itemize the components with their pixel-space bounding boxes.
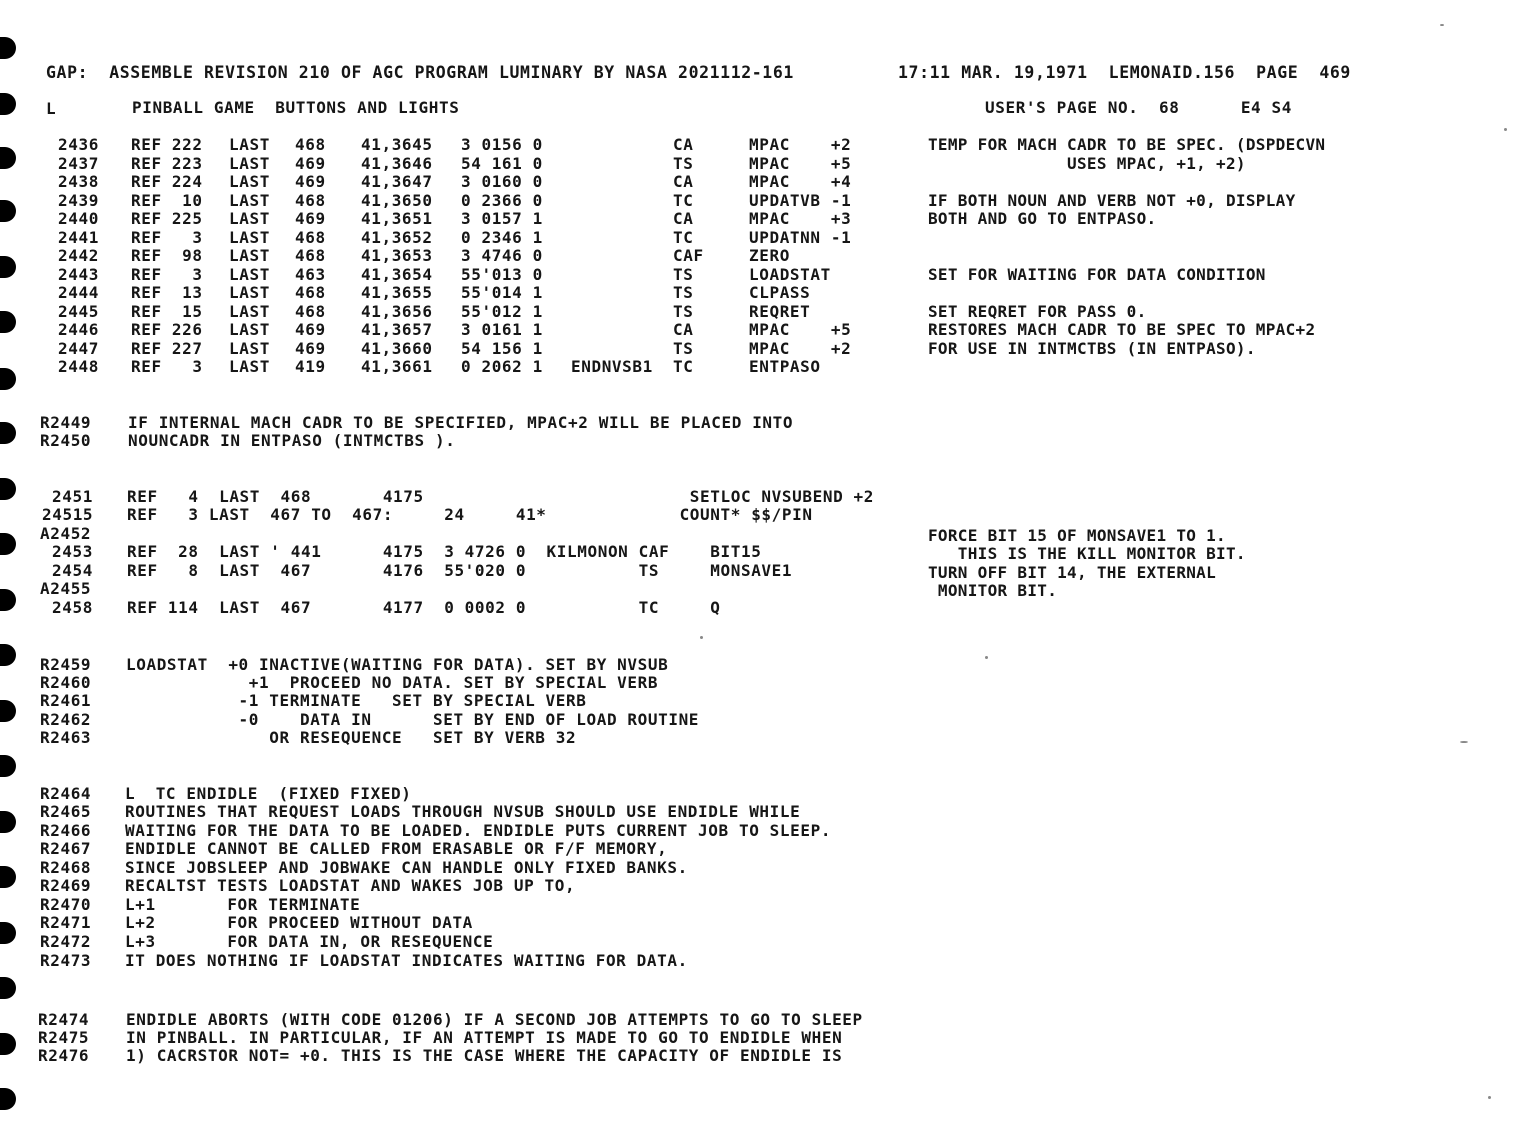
address: 41,3647 [361,172,433,191]
sprocket-hole [0,922,16,944]
sprocket-hole [0,589,16,611]
comment: MONITOR BIT. [928,581,1058,600]
remark-number: R2460 [40,673,92,692]
remark-text: LOADSTAT +0 INACTIVE(WAITING FOR DATA). SET BY NVSUB [126,655,669,674]
last-page: 468 [295,302,326,321]
last-page: 468 [295,135,326,154]
remark-text: ROUTINES THAT REQUEST LOADS THROUGH NVSUB SHOULD USE ENDIDLE WHILE [125,802,801,821]
address: 41,3656 [361,302,433,321]
sprocket-hole [0,811,16,833]
machine-code: 55'013 0 [461,265,543,284]
last-label: LAST [229,172,270,191]
opcode: CA [673,172,694,191]
operand: MPAC +5 [749,320,852,339]
line-number: 2448 [58,357,99,376]
opcode: TC [673,357,694,376]
last-label: LAST [229,320,270,339]
line-number: 2439 [58,191,99,210]
comment: USES MPAC, +1, +2) [928,154,1246,173]
last-page: 469 [295,209,326,228]
last-page: 463 [295,265,326,284]
ref-count: REF 223 [131,154,203,173]
listing-line: REF 28 LAST ' 441 4175 3 4726 0 KILMONON CAF BIT15 [127,542,762,561]
opcode: TS [673,265,694,284]
remark-number: R2466 [40,821,92,840]
operand: ZERO [749,246,790,265]
ref-count: REF 10 [131,191,203,210]
listing-line: REF 4 LAST 468 4175 SETLOC NVSUBEND +2 [127,487,874,506]
last-page: 469 [295,154,326,173]
opcode: TS [673,339,694,358]
line-number: 2437 [58,154,99,173]
sprocket-hole [0,368,16,390]
listing-line: REF 3 LAST 467 TO 467: 24 41* COUNT* $$/PIN [127,505,813,524]
operand: REQRET [749,302,811,321]
last-label: LAST [229,265,270,284]
remark-number: R2468 [40,858,92,877]
remark-number: R2465 [40,802,92,821]
remark-number: R2459 [40,655,92,674]
remark-text: L+3 FOR DATA IN, OR RESEQUENCE [125,932,494,951]
line-number: 2446 [58,320,99,339]
last-page: 469 [295,339,326,358]
address: 41,3657 [361,320,433,339]
opcode: TS [673,283,694,302]
remark-number: R2449 [40,413,92,432]
remark-text: L+2 FOR PROCEED WITHOUT DATA [125,913,473,932]
address: 41,3650 [361,191,433,210]
machine-code: 55'014 1 [461,283,543,302]
operand: UPDATNN -1 [749,228,852,247]
comment: FORCE BIT 15 OF MONSAVE1 TO 1. [928,526,1226,545]
sprocket-hole [0,977,16,999]
sprocket-hole [0,37,16,59]
ref-count: REF 227 [131,339,203,358]
machine-code: 3 0157 1 [461,209,543,228]
operand: CLPASS [749,283,811,302]
ref-count: REF 226 [131,320,203,339]
operand: MPAC +4 [749,172,852,191]
comment: BOTH AND GO TO ENTPASO. [928,209,1157,228]
line-number: 2443 [58,265,99,284]
section-title: PINBALL GAME BUTTONS AND LIGHTS [132,98,460,117]
remark-text: IT DOES NOTHING IF LOADSTAT INDICATES WAITING FOR DATA. [125,951,688,970]
remark-text: WAITING FOR THE DATA TO BE LOADED. ENDIDLE PUTS CURRENT JOB TO SLEEP. [125,821,832,840]
line-number: 2438 [58,172,99,191]
section-marker: L [46,99,57,118]
last-label: LAST [229,191,270,210]
comment: SET REQRET FOR PASS 0. [928,302,1147,321]
opcode: TS [673,154,694,173]
remark-text: OR RESEQUENCE SET BY VERB 32 [126,728,577,747]
address: 41,3660 [361,339,433,358]
address: 41,3661 [361,357,433,376]
sprocket-hole [0,533,16,555]
line-number: 2458 [52,598,93,617]
operand: MPAC +3 [749,209,852,228]
remark-text: RECALTST TESTS LOADSTAT AND WAKES JOB UP TO, [125,876,576,895]
comment: THIS IS THE KILL MONITOR BIT. [928,544,1246,563]
opcode: CA [673,320,694,339]
comment: TEMP FOR MACH CADR TO BE SPEC. (DSPDECVN [928,135,1326,154]
operand: ENTPASO [749,357,821,376]
line-number: 2451 [52,487,93,506]
remark-number: R2470 [40,895,92,914]
remark-text: -0 DATA IN SET BY END OF LOAD ROUTINE [126,710,700,729]
listing-line: REF 8 LAST 467 4176 55'020 0 TS MONSAVE1 [127,561,793,580]
machine-code: 54 161 0 [461,154,543,173]
line-number: A2452 [40,524,92,543]
listing-line: REF 114 LAST 467 4177 0 0002 0 TC Q [127,598,721,617]
machine-code: 55'012 1 [461,302,543,321]
line-number: 2454 [52,561,93,580]
remark-text: +1 PROCEED NO DATA. SET BY SPECIAL VERB [126,673,659,692]
ref-count: REF 13 [131,283,203,302]
listing-date-page: 17:11 MAR. 19,1971 LEMONAID.156 PAGE 469 [898,63,1351,82]
last-label: LAST [229,283,270,302]
listing-header: GAP: ASSEMBLE REVISION 210 OF AGC PROGRAM LUMINARY BY NASA 2021112-161 [46,63,794,82]
ref-count: REF 3 [131,265,203,284]
address: 41,3652 [361,228,433,247]
line-number: 2441 [58,228,99,247]
remark-number: R2473 [40,951,92,970]
line-number: 24515 [42,505,94,524]
address: 41,3645 [361,135,433,154]
sprocket-hole [0,1088,16,1110]
ref-count: REF 15 [131,302,203,321]
machine-code: 54 156 1 [461,339,543,358]
remark-number: R2475 [38,1028,90,1047]
operand: MPAC +5 [749,154,852,173]
remark-text: 1) CACRSTOR NOT= +0. THIS IS THE CASE WHERE THE CAPACITY OF ENDIDLE IS [126,1046,843,1065]
machine-code: 3 0161 1 [461,320,543,339]
machine-code: 0 2062 1 [461,357,543,376]
remark-text: IF INTERNAL MACH CADR TO BE SPECIFIED, MPAC+2 WILL BE PLACED INTO [128,413,794,432]
sprocket-hole [0,1033,16,1055]
last-page: 469 [295,172,326,191]
opcode: CA [673,135,694,154]
remark-text: ENDIDLE CANNOT BE CALLED FROM ERASABLE OR F/F MEMORY, [125,839,668,858]
sprocket-hole [0,311,16,333]
last-page: 419 [295,357,326,376]
remark-number: R2472 [40,932,92,951]
paper-speck [1504,128,1507,131]
line-number: 2445 [58,302,99,321]
remark-number: R2476 [38,1046,90,1065]
last-label: LAST [229,246,270,265]
comment: TURN OFF BIT 14, THE EXTERNAL [928,563,1217,582]
remark-text: L TC ENDIDLE (FIXED FIXED) [125,784,412,803]
remark-number: R2461 [40,691,92,710]
paper-speck [985,656,988,659]
line-number: 2440 [58,209,99,228]
address: 41,3651 [361,209,433,228]
line-number: 2436 [58,135,99,154]
machine-code: 3 0156 0 [461,135,543,154]
operand: MPAC +2 [749,135,852,154]
sprocket-hole [0,93,16,115]
remark-text: ENDIDLE ABORTS (WITH CODE 01206) IF A SECOND JOB ATTEMPTS TO GO TO SLEEP [126,1010,863,1029]
remark-number: R2471 [40,913,92,932]
remark-number: R2474 [38,1010,90,1029]
ref-count: REF 3 [131,228,203,247]
operand: UPDATVB -1 [749,191,852,210]
machine-code: 0 2366 0 [461,191,543,210]
remark-text: L+1 FOR TERMINATE [125,895,361,914]
ref-count: REF 222 [131,135,203,154]
address: 41,3653 [361,246,433,265]
sprocket-hole [0,644,16,666]
comment: RESTORES MACH CADR TO BE SPEC TO MPAC+2 [928,320,1316,339]
remark-text: IN PINBALL. IN PARTICULAR, IF AN ATTEMPT IS MADE TO GO TO ENDIDLE WHEN [126,1028,843,1047]
operand: MPAC +2 [749,339,852,358]
remark-text: -1 TERMINATE SET BY SPECIAL VERB [126,691,587,710]
last-label: LAST [229,357,270,376]
remark-text: SINCE JOBSLEEP AND JOBWAKE CAN HANDLE ONLY FIXED BANKS. [125,858,688,877]
remark-number: R2450 [40,431,92,450]
opcode: CA [673,209,694,228]
operand: LOADSTAT [749,265,831,284]
ref-count: REF 98 [131,246,203,265]
sprocket-hole [0,147,16,169]
comment: IF BOTH NOUN AND VERB NOT +0, DISPLAY [928,191,1296,210]
last-label: LAST [229,228,270,247]
last-page: 468 [295,228,326,247]
sprocket-hole [0,478,16,500]
opcode: TS [673,302,694,321]
line-number: 2453 [52,542,93,561]
sprocket-hole [0,200,16,222]
remark-number: R2463 [40,728,92,747]
sprocket-hole [0,422,16,444]
last-label: LAST [229,302,270,321]
machine-code: 3 4746 0 [461,246,543,265]
opcode: TC [673,228,694,247]
address: 41,3646 [361,154,433,173]
last-page: 468 [295,246,326,265]
last-label: LAST [229,154,270,173]
remark-number: R2469 [40,876,92,895]
last-label: LAST [229,135,270,154]
comment: FOR USE IN INTMCTBS (IN ENTPASO). [928,339,1256,358]
remark-number: R2464 [40,784,92,803]
last-page: 469 [295,320,326,339]
address: 41,3655 [361,283,433,302]
ref-count: REF 225 [131,209,203,228]
remark-number: R2462 [40,710,92,729]
opcode: CAF [673,246,704,265]
paper-speck [700,636,703,639]
last-page: 468 [295,191,326,210]
sprocket-hole [0,866,16,888]
paper-speck [1488,1096,1491,1099]
sprocket-hole [0,700,16,722]
last-label: LAST [229,209,270,228]
ref-count: REF 3 [131,357,203,376]
users-page-number: USER'S PAGE NO. 68 E4 S4 [985,98,1292,117]
paper-speck [1460,741,1468,743]
line-number: 2442 [58,246,99,265]
ref-count: REF 224 [131,172,203,191]
machine-code: 0 2346 1 [461,228,543,247]
address: 41,3654 [361,265,433,284]
line-number: 2444 [58,283,99,302]
remark-number: R2467 [40,839,92,858]
opcode: TC [673,191,694,210]
paper-speck [1440,24,1444,26]
last-page: 468 [295,283,326,302]
remark-text: NOUNCADR IN ENTPASO (INTMCTBS ). [128,431,456,450]
sprocket-hole [0,755,16,777]
line-number: A2455 [40,579,92,598]
machine-code: 3 0160 0 [461,172,543,191]
last-label: LAST [229,339,270,358]
location-label: ENDNVSB1 [571,357,653,376]
line-number: 2447 [58,339,99,358]
comment: SET FOR WAITING FOR DATA CONDITION [928,265,1266,284]
sprocket-hole [0,256,16,278]
